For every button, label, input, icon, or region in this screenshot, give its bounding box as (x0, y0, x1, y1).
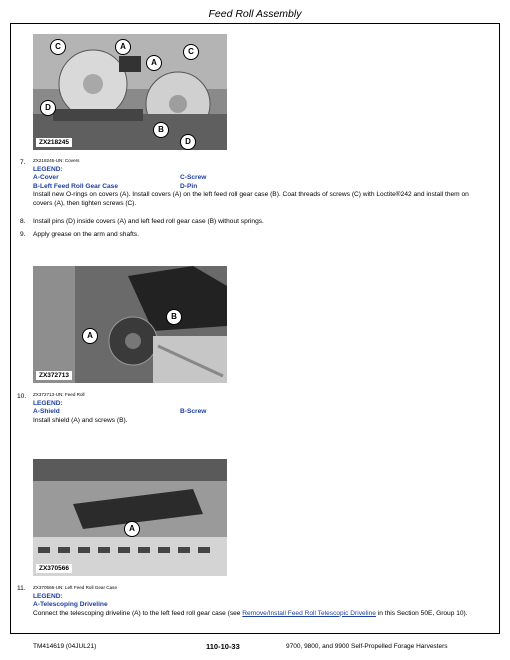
callout-b: B (166, 309, 182, 325)
photo-feed-roll-graphic (33, 266, 227, 383)
callout-d-2: D (180, 134, 196, 150)
step-number: 10. (17, 393, 27, 400)
legend-item: B-Screw (180, 408, 207, 416)
photo-id-label: ZX372713 (36, 371, 72, 380)
callout-c-1: C (50, 39, 66, 55)
figure-caption: ZX218245-UN: Covers (33, 158, 80, 163)
step-text-start: Connect the telescoping driveline (A) to the left feed roll gear case (see (33, 609, 243, 617)
step-10 (33, 391, 483, 425)
photo-feed-roll (33, 266, 227, 383)
step-text: Apply grease on the arm and shafts. (33, 231, 139, 238)
legend-item: B-Left Feed Roll Gear Case (33, 182, 119, 190)
step-number: 9. (20, 231, 26, 238)
step-11 (33, 584, 473, 618)
figure-caption: ZX370566-UN: Left Feed Roll Gear Case (33, 585, 118, 590)
step-text: Install shield (A) and screws (B). (33, 416, 128, 424)
left-border (10, 23, 11, 633)
step-text: Install new O-rings on covers (A). Install covers (A) on the left feed roll gear case (B). Coat threads of screws (C) with Loctite®242 and install them on covers (A), then tighten screws (C). (33, 191, 469, 207)
right-border (499, 23, 500, 633)
page-header-title: Feed Roll Assembly (208, 8, 302, 20)
footer-page-number: 110-10-33 (206, 642, 240, 651)
step-7 (33, 157, 483, 209)
photo-gear-case-graphic (33, 459, 227, 576)
step-number: 11. (17, 585, 26, 592)
step-number: 8. (20, 218, 26, 225)
callout-c-2: C (183, 44, 199, 60)
legend-title: LEGEND: (33, 592, 63, 600)
legend-item: A-Telescoping Driveline (33, 601, 108, 609)
callout-d-1: D (40, 100, 56, 116)
photo-gear-case (33, 459, 227, 576)
callout-a: A (124, 521, 140, 537)
legend-title: LEGEND: (33, 165, 63, 173)
callout-a-2: A (146, 55, 162, 71)
step-number: 7. (20, 159, 26, 166)
driveline-procedure-link[interactable]: Remove/Install Feed Roll Telescopic Driveline (242, 609, 376, 617)
footer-product: 9700, 9800, and 9900 Self-Propelled Forage Harvesters (286, 643, 448, 650)
step-text-end: in this Section 50E, Group 10). (375, 609, 468, 617)
legend-item: C-Screw (180, 174, 207, 182)
footer-doc-id: TM414619 (04JUL21) (33, 643, 97, 650)
callout-b-1: B (153, 122, 169, 138)
callout-a-1: A (115, 39, 131, 55)
callout-a: A (82, 328, 98, 344)
legend-item: D-Pin (180, 182, 198, 190)
header-rule (10, 23, 500, 24)
photo-id-label: ZX370566 (36, 564, 72, 573)
legend-item: A-Shield (33, 408, 60, 416)
step-text (33, 610, 473, 619)
step-text: Install pins (D) inside covers (A) and left feed roll gear case (B) without springs. (33, 218, 264, 225)
legend-item: A-Cover (33, 174, 59, 182)
footer-rule (10, 633, 500, 634)
legend-title: LEGEND: (33, 399, 63, 407)
figure-caption: ZX372713-UN: Feed Roll (33, 392, 85, 397)
photo-id-label: ZX218245 (36, 138, 72, 147)
